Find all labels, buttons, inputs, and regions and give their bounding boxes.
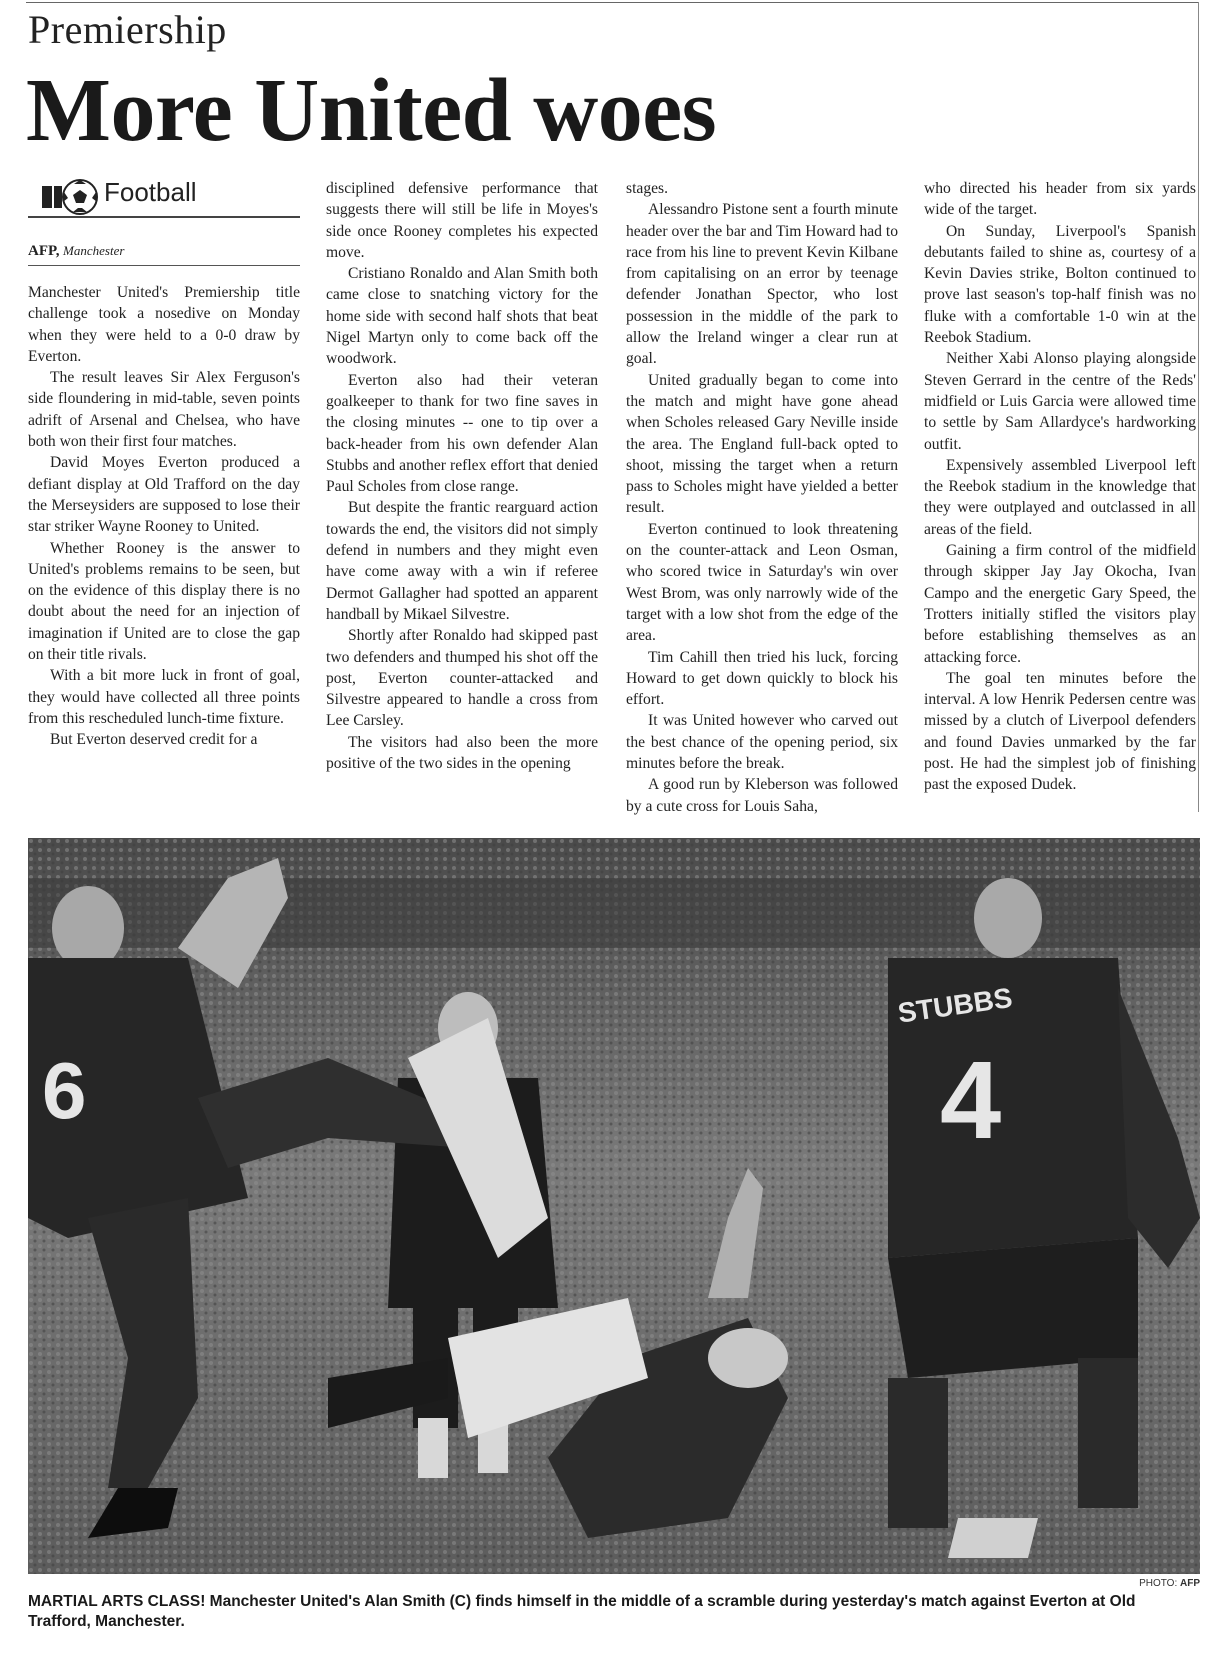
photo-credit: [1139, 1578, 1200, 1589]
paragraph: Tim Cahill then tried his luck, forcing Howard to get down quickly to block his effort.: [626, 648, 898, 709]
photo-credit-source: AFP: [1180, 1578, 1200, 1589]
photo-caption: MARTIAL ARTS CLASS! Manchester United's Alan Smith (C) finds himself in the middle of a scramble during yesterday's match against Everton at Old Trafford, Manchester.: [28, 1593, 1136, 1630]
article-column-4: [924, 178, 1196, 796]
paragraph: With a bit more luck in front of goal, they would have collected all three points from this rescheduled lunch-time fixture.: [28, 667, 300, 727]
paragraph: A good run by Kleberson was followed by a cute cross for Louis Saha,: [626, 776, 898, 815]
byline: [28, 242, 300, 266]
paragraph: who directed his header from six yards wide of the target.: [924, 180, 1196, 219]
right-rule: [1198, 2, 1199, 812]
headline: More United woes: [26, 61, 717, 160]
paragraph: David Moyes Everton produced a defiant display at Old Trafford on the day the Merseysiders are supposed to lose their star striker Wayne Rooney to United.: [28, 454, 300, 536]
shirt-number-4: 4: [940, 1039, 1002, 1162]
paragraph: Whether Rooney is the answer to United's problems remains to be seen, but on the evidence of this display there is no doubt about the need for an injection of imagination if United are to close the gap on their title rivals.: [28, 539, 300, 664]
paragraph: The visitors had also been the more positive of the two sides in the opening: [326, 733, 598, 773]
paragraph: The goal ten minutes before the interval. A low Henrik Pedersen centre was missed by a clutch of Liverpool defenders and found Davies unmarked by the far post. He had the simplest job of finishing past the exposed Dudek.: [924, 669, 1196, 794]
shirt-name-stubbs: STUBBS: [895, 981, 1015, 1029]
article-column-2: [326, 178, 598, 774]
paragraph: Manchester United's Premiership title challenge took a nosedive on Monday when they were held to a 0-0 draw by Everton.: [28, 284, 300, 365]
paragraph: It was United however who carved out the best chance of the opening period, six minutes before the break.: [626, 712, 898, 773]
paragraph: Alessandro Pistone sent a fourth minute header over the bar and Tim Howard had to race from his line to prevent Kevin Kilbane from capitalising on an error by teenage defender Jonathan Spector, who lost possession in the middle of the park to allow the Ireland winger a clear run at goal.: [626, 201, 898, 368]
paragraph: stages.: [626, 180, 669, 197]
paragraph: Gaining a firm control of the midfield through skipper Jay Jay Okocha, Ivan Campo and the energetic Gary Speed, the Trotters initially stifled the visitors play before establishing themselves as an attacking force.: [924, 542, 1196, 666]
byline-agency: AFP,: [28, 243, 60, 259]
section-label: Premiership: [28, 7, 227, 52]
paragraph: But Everton deserved credit for a: [50, 731, 258, 749]
paragraph: Everton also had their veteran goalkeeper to thank for two fine saves in the closing minutes -- one to tip over a back-header from his own defender Alan Stubbs and another reflex effort that denied Paul Scholes from close range.: [326, 371, 598, 496]
paragraph: United gradually began to come into the match and might have gone ahead when Scholes released Gary Neville inside the area. The England full-back opted to shoot, missing the target when a return pass to Scholes might have yielded a better result.: [626, 371, 898, 517]
paragraph: The result leaves Sir Alex Ferguson's side floundering in mid-table, seven points adrift of Arsenal and Chelsea, who have both won their first four matches.: [28, 369, 300, 451]
byline-location: Manchester: [63, 243, 125, 258]
article-column-1: [28, 177, 300, 751]
top-rule: [26, 2, 1198, 3]
kicker: [28, 177, 300, 218]
photo-credit-prefix: PHOTO:: [1139, 1578, 1178, 1589]
paragraph: Cristiano Ronaldo and Alan Smith both came close to snatching victory for the home side with second half shots that beat Nigel Martyn only to come back off the woodwork.: [326, 265, 598, 368]
paragraph: Expensively assembled Liverpool left the Reebok stadium in the knowledge that they were outplayed and outclassed in all areas of the field.: [924, 456, 1196, 538]
match-photo: [28, 838, 1200, 1574]
paragraph: But despite the frantic rearguard action towards the end, the visitors did not simply defend in numbers and they might even have come away with a win if referee Dermot Gallagher had spotted an apparent handball by Mikael Silvestre.: [326, 499, 598, 623]
paragraph: Neither Xabi Alonso playing alongside Steven Gerrard in the centre of the Reds' midfield or Luis Garcia were allowed time to settle by Sam Allardyce's hardworking outfit.: [924, 350, 1196, 453]
paragraph: disciplined defensive performance that suggests there will still be life in Moyes's side once Rooney completes his expected move.: [326, 180, 598, 261]
paragraph: Everton continued to look threatening on the counter-attack and Leon Osman, who scored twice in Saturday's win over West Brom, was only narrowly wide of the target with a low shot from the edge of the area.: [626, 520, 898, 645]
match-photo-illustration: [28, 838, 1200, 1574]
kicker-label: Football: [104, 177, 197, 207]
article-column-3: [626, 178, 898, 817]
shirt-number-6: 6: [42, 1046, 87, 1135]
paragraph: On Sunday, Liverpool's Spanish debutants failed to shine as, courtesy of a Kevin Davies strike, Bolton continued to prove last season's top-half finish was no fluke with a comfortable 1-0 win at the Reebok Stadium.: [924, 222, 1196, 347]
paragraph: Shortly after Ronaldo had skipped past two defenders and thumped his shot off the post, Everton counter-attacked and Silvestre appeared to handle a cross from Lee Carsley.: [326, 627, 598, 730]
